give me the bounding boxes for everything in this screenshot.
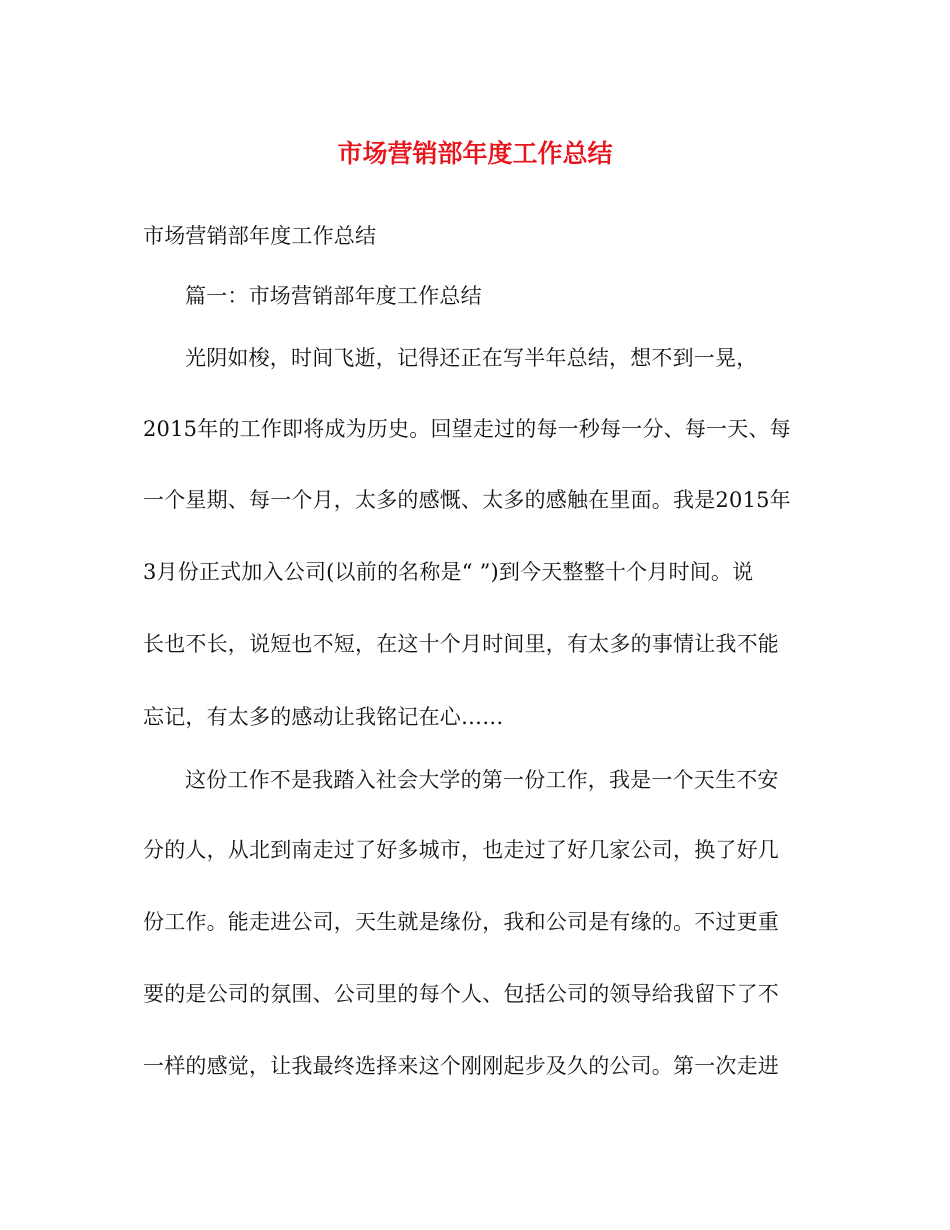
paragraph-line: 3月份正式加入公司(以前的名称是“ ”)到今天整整十个月时间。说 — [143, 560, 754, 584]
paragraph-line: 分的人，从北到南走过了好多城市，也走过了好几家公司，换了好几 — [143, 838, 779, 862]
subtitle-line: 市场营销部年度工作总结 — [143, 224, 377, 248]
paragraph-line: 一个星期、每一个月，太多的感慨、太多的感触在里面。我是2015年 — [143, 488, 791, 512]
paragraph-line: 一样的感觉，让我最终选择来这个刚刚起步及久的公司。第一次走进 — [143, 1054, 779, 1078]
paragraph-line: 2015年的工作即将成为历史。回望走过的每一秒每一分、每一天、每 — [143, 417, 791, 441]
document-title: 市场营销部年度工作总结 — [337, 139, 613, 168]
paragraph-line: 这份工作不是我踏入社会大学的第一份工作，我是一个天生不安 — [185, 768, 779, 792]
section-heading: 篇一：市场营销部年度工作总结 — [185, 284, 482, 308]
paragraph-line: 份工作。能走进公司，天生就是缘份，我和公司是有缘的。不过更重 — [143, 910, 779, 934]
paragraph-line: 忘记，有太多的感动让我铭记在心…… — [143, 705, 504, 729]
paragraph-line: 光阴如梭，时间飞逝，记得还正在写半年总结，想不到一晃， — [185, 346, 758, 370]
paragraph-line: 要的是公司的氛围、公司里的每个人、包括公司的领导给我留下了不 — [143, 982, 779, 1006]
paragraph-line: 长也不长，说短也不短，在这十个月时间里，有太多的事情让我不能 — [143, 632, 779, 656]
